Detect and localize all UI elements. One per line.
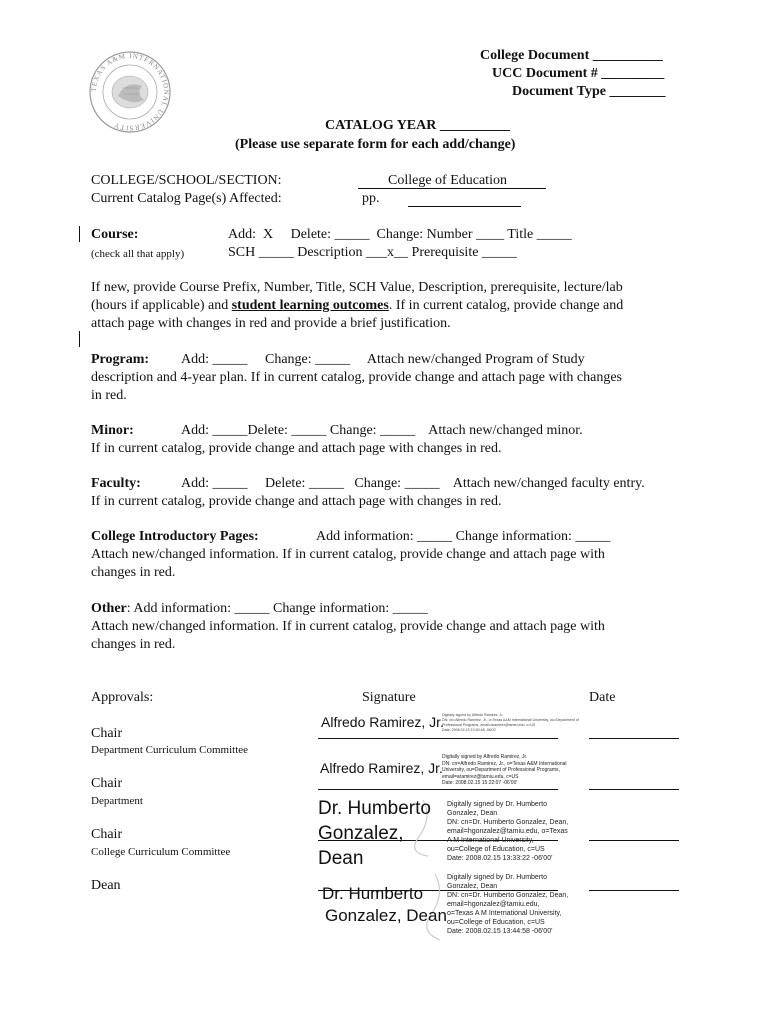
form-instruction: (Please use separate form for each add/change): [235, 137, 516, 152]
program-label: Program:: [91, 352, 150, 367]
digital-signature-details: Digitally signed by Alfredo Ramirez, Jr. DN: cn=Alfredo Ramirez, Jr., o=Texas A&M International University, ou=Department of Professional Programs, email=aramirez@tamiu.edu, c=US Date: 2008.02.15 15:22:07 -06'00': [442, 754, 567, 786]
intro-line3: changes in red.: [91, 565, 176, 580]
approvals-heading: Approvals:: [91, 690, 154, 705]
digital-signature-details: Digitally signed by Alfredo Ramirez, Jr. DN: cn=Alfredo Ramirez, Jr., o=Texas A&M International University, ou=Department of Professional Programs, email=aramirez@tamiu.edu, c=US Date: 2008.02.15 10:50:48 -06'00': [442, 713, 579, 732]
digital-signature-name-line2: Gonzalez,: [318, 823, 404, 844]
other-line1: [91, 601, 428, 617]
digital-signature-name-line3: Dean: [318, 848, 364, 869]
digital-signature-name: Alfredo Ramirez, Jr.: [320, 760, 443, 776]
other-line2: Attach new/changed information. If in current catalog, provide change and attach page with: [91, 619, 605, 634]
program-line1: Add: _____ Change: _____ Attach new/changed Program of Study: [181, 352, 585, 367]
approval-role: Dean: [91, 878, 121, 893]
college-label: COLLEGE/SCHOOL/SECTION:: [91, 173, 282, 188]
minor-line1: Add: _____Delete: _____ Change: _____ Attach new/changed minor.: [181, 423, 583, 438]
faculty-line2: If in current catalog, provide change and attach page with changes in red.: [91, 494, 502, 509]
date-line: [589, 890, 679, 891]
date-line: [589, 789, 679, 790]
approval-role: Chair: [91, 827, 123, 842]
signature-heading: Signature: [362, 690, 416, 705]
signature-line: [318, 738, 558, 739]
program-line3: in red.: [91, 388, 127, 403]
other-line3: changes in red.: [91, 637, 176, 652]
approval-sub: Department Curriculum Committee: [91, 744, 249, 756]
date-heading: Date: [589, 690, 616, 705]
university-seal: [88, 50, 172, 134]
signature-line: [318, 789, 558, 790]
course-instructions-line2-b: . If in current catalog, provide change and: [388, 298, 624, 313]
seal-icon: [88, 50, 172, 134]
date-line: [589, 840, 679, 841]
college-document-field: College Document __________: [480, 48, 663, 63]
course-instructions-line3: attach page with changes in red and provide a brief justification.: [91, 316, 451, 331]
svg-text:TEXAS A&M INTERNATIONAL UNIVER: TEXAS A&M INTERNATIONAL UNIVERSITY: [89, 51, 171, 133]
faculty-line1: Add: _____ Delete: _____ Change: _____ Attach new/changed faculty entry.: [181, 476, 645, 491]
ucc-document-field: UCC Document # _________: [492, 66, 665, 81]
faculty-label: Faculty:: [91, 476, 141, 491]
college-value: College of Education: [388, 173, 507, 188]
digital-signature-details: Digitally signed by Dr. Humberto Gonzalez, Dean DN: cn=Dr. Humberto Gonzalez, Dean, email=hgonzalez@tamiu.edu, o=Texas A M International University, ou=College of Education, c=US Date: 2008.02.15 13:44:58 -06'00': [447, 874, 569, 935]
approval-sub: College Curriculum Committee: [91, 846, 231, 858]
course-instructions-line1: If new, provide Course Prefix, Number, Title, SCH Value, Description, prerequisite, lecture/lab: [91, 280, 623, 295]
other-line1-text: : Add information: _____ Change information: _____: [126, 601, 428, 616]
digital-signature-name: Alfredo Ramirez, Jr.: [321, 714, 444, 730]
program-line2: description and 4-year plan. If in current catalog, provide change and attach page with changes: [91, 370, 623, 385]
approval-sub: Department: [91, 795, 143, 807]
change-bar: [79, 331, 80, 347]
course-instructions-line2: [91, 298, 623, 314]
catalog-pages-value: pp.: [362, 191, 380, 206]
digital-signature-name-line1: Dr. Humberto: [318, 798, 431, 819]
catalog-pages-underline: [408, 206, 521, 207]
change-bar: [79, 226, 80, 242]
course-label: Course:: [91, 227, 139, 242]
approval-role: Chair: [91, 726, 123, 741]
course-hint: (check all that apply): [91, 248, 185, 260]
catalog-pages-label: Current Catalog Page(s) Affected:: [91, 191, 282, 206]
minor-line2: If in current catalog, provide change and attach page with changes in red.: [91, 441, 502, 456]
student-learning-outcomes: student learning outcomes: [231, 298, 389, 313]
college-value-underline: [358, 188, 546, 189]
digital-signature-name-line1: Dr. Humberto: [322, 884, 424, 903]
approval-role: Chair: [91, 776, 123, 791]
catalog-year: CATALOG YEAR __________: [325, 118, 510, 133]
intro-pages-label: College Introductory Pages:: [91, 529, 259, 544]
intro-line2: Attach new/changed information. If in current catalog, provide change and attach page with: [91, 547, 605, 562]
digital-signature-details: Digitally signed by Dr. Humberto Gonzalez, Dean DN: cn=Dr. Humberto Gonzalez, Dean, email=hgonzalez@tamiu.edu, o=Texas A M International University, ou=College of Education, c=US Date: 2008.02.15 13:33:22 -06'00': [447, 801, 569, 862]
document-type-field: Document Type ________: [512, 84, 666, 99]
date-line: [589, 738, 679, 739]
digital-signature-name-line2: Gonzalez, Dean: [325, 906, 447, 925]
course-instructions-line2-a: (hours if applicable) and: [91, 298, 232, 313]
course-options-row2: SCH _____ Description ___x__ Prerequisite _____: [228, 245, 517, 260]
course-options-row1: Add: X Delete: _____ Change: Number ____ Title _____: [228, 227, 572, 242]
other-label: Other: [91, 601, 127, 616]
minor-label: Minor:: [91, 423, 134, 438]
intro-line1: Add information: _____ Change information: _____: [316, 529, 611, 544]
